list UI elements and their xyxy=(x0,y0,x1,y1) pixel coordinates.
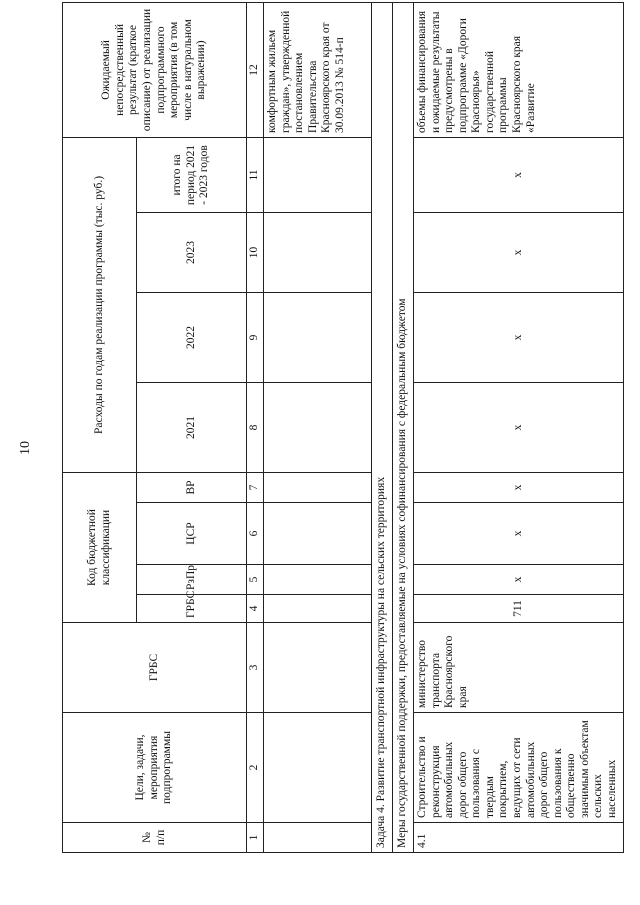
col-number: 1 xyxy=(247,823,264,853)
header-kbk-vr: ВР xyxy=(137,472,247,502)
row-41-result: объемы финансирования и ожидаемые результаты предусмотрены в подпрограмме «Дороги Красноярья» государственной программы Красноярского края «Развитие xyxy=(414,2,624,137)
header-goals: Цели, задачи, мероприятия подпрограммы xyxy=(63,713,247,823)
table-row xyxy=(414,2,624,852)
col-number: 5 xyxy=(247,565,264,595)
row-41-2021: х xyxy=(414,382,624,472)
col-number: 10 xyxy=(247,212,264,292)
row-41-vr: х xyxy=(414,472,624,502)
col-number: 11 xyxy=(247,137,264,212)
col-number: 3 xyxy=(247,623,264,713)
col-number: 4 xyxy=(247,595,264,623)
col-number: 8 xyxy=(247,382,264,472)
row-41-goal: Строительство и реконструкция автомобильных дорог общего пользования с твердым покрытием, ведущих от сети автомобильных дорог общего пользования к общественно значимым объектам сельских населенных xyxy=(414,713,624,823)
page-number: 10 xyxy=(18,441,33,455)
col-number: 12 xyxy=(247,2,264,137)
col-number: 2 xyxy=(247,713,264,823)
col-number: 9 xyxy=(247,292,264,382)
table-row xyxy=(264,2,372,852)
header-kbk-csr: ЦСР xyxy=(137,503,247,565)
header-kbk-grbs: ГРБС xyxy=(137,595,247,623)
row-41-grbs: министерство транспорта Красноярского края xyxy=(414,623,624,713)
row-41-num: 4.1 xyxy=(414,823,624,853)
continued-result-text: комфортным жильем граждан», утвержденной постановлением Правительства Красноярского края от 30.09.2013 № 514-п xyxy=(264,2,372,137)
header-result: Ожидаемый непосредственный результат (краткое описание) от реализации подпрограммного мероприятия (в том числе в натуральном выражении) xyxy=(63,2,247,137)
header-2021: 2021 xyxy=(137,382,247,472)
subprogram-table xyxy=(62,2,624,853)
row-41-rzpr: х xyxy=(414,565,624,595)
header-2023: 2023 xyxy=(137,212,247,292)
header-num: № п/п xyxy=(63,823,247,853)
measures-row: Меры государственной поддержки, предоставляемые на условиях софинансирования с федеральным бюджетом xyxy=(393,2,414,852)
header-kbk-group: Код бюджетной классификации xyxy=(63,472,137,622)
header-kbk-rzpr: РзПр xyxy=(137,565,247,595)
row-41-total: х xyxy=(414,137,624,212)
header-total: итого на период 2021 - 2023 годов xyxy=(137,137,247,212)
col-number: 7 xyxy=(247,472,264,502)
rotated-table-container xyxy=(62,3,624,853)
row-41-csr: х xyxy=(414,503,624,565)
header-2022: 2022 xyxy=(137,292,247,382)
header-expenses-group: Расходы по годам реализации программы (тыс. руб.) xyxy=(63,137,137,472)
col-number: 6 xyxy=(247,503,264,565)
header-grbs: ГРБС xyxy=(63,623,247,713)
row-41-2022: х xyxy=(414,292,624,382)
row-41-grbs-code: 711 xyxy=(414,595,624,623)
row-41-2023: х xyxy=(414,212,624,292)
task-4-row: Задача 4. Развитие транспортной инфраструктуры на сельских территориях xyxy=(372,2,393,852)
